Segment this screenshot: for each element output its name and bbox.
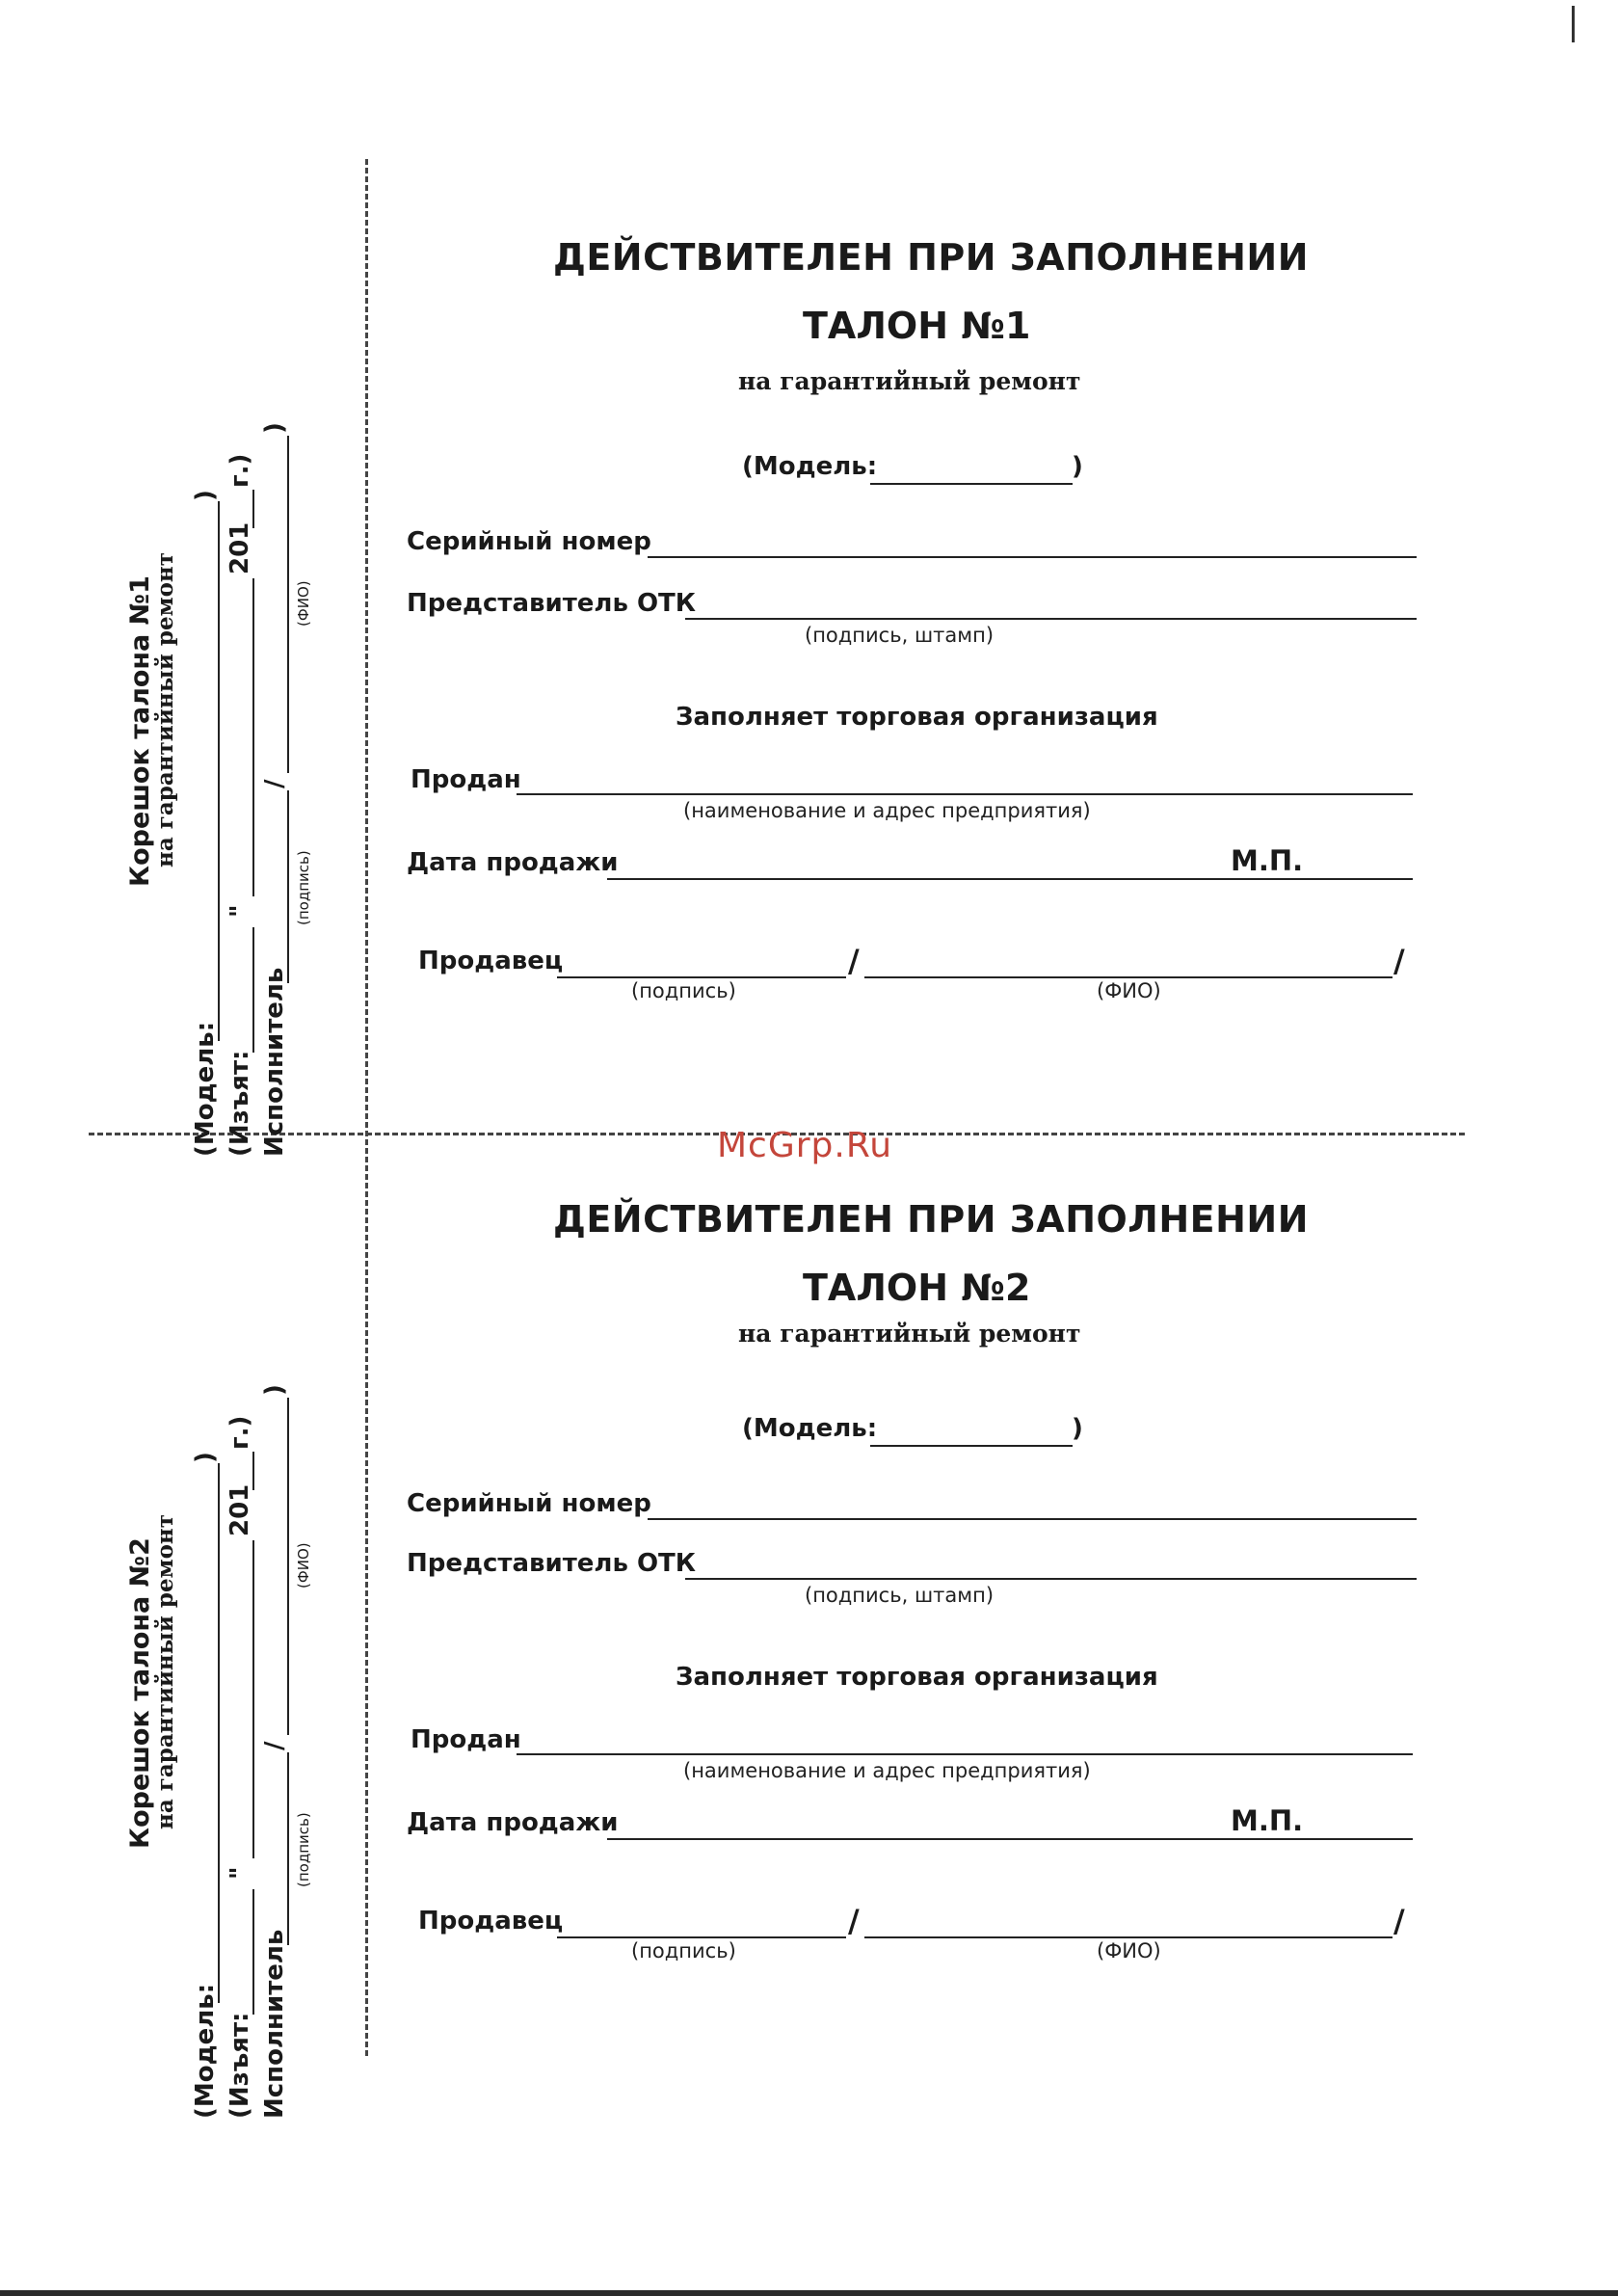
sold-label: Продан (411, 1725, 521, 1754)
sold-label: Продан (411, 765, 521, 794)
stub-executor-name-field[interactable] (287, 1398, 289, 1735)
coupon-number: ТАЛОН №2 (803, 1267, 1031, 1309)
coupon-stub (125, 289, 357, 1157)
sale-date-label: Дата продажи (407, 1808, 619, 1837)
seller-signature-field[interactable] (557, 1936, 846, 1938)
seller-name-hint: (ФИО) (1097, 979, 1161, 1002)
sold-field[interactable] (517, 1753, 1413, 1755)
stub-close: ) (260, 1384, 289, 1396)
bottom-edge-bar (0, 2290, 1618, 2296)
stub-executor-label: Исполнитель (260, 1929, 289, 2119)
sale-date-field[interactable] (607, 878, 1413, 880)
stub-executor-sign-field[interactable] (287, 790, 289, 983)
stub-taken-month-field[interactable] (252, 1540, 254, 1858)
coupon-subtitle: на гарантийный ремонт (738, 1320, 1081, 1348)
stub-subtitle: на гарантийный ремонт (152, 551, 178, 868)
serial-number-label: Серийный номер (407, 1489, 651, 1518)
seller-signature-hint: (подпись) (631, 979, 736, 1002)
serial-number-label: Серийный номер (407, 527, 651, 556)
stub-quote: " (225, 904, 254, 918)
stub-taken-label: (Изъят: (225, 2012, 254, 2119)
stamp-place-label: М.П. (1231, 844, 1304, 877)
stub-model-close: ) (191, 490, 220, 501)
stub-year: 201 (225, 1483, 254, 1536)
stub-year-suffix: г.) (225, 1415, 254, 1450)
warranty-coupon-2 (0, 962, 1618, 2119)
stub-model-field[interactable] (218, 1463, 220, 2003)
org-heading: Заполняет торговая организация (676, 703, 1158, 732)
model-label: (Модель: (742, 1414, 878, 1443)
stub-sign-hint: (подпись) (295, 1812, 312, 1887)
otk-label: Представитель ОТК (407, 589, 697, 618)
model-field[interactable] (870, 1445, 1073, 1447)
seller-name-field[interactable] (864, 1936, 1393, 1938)
stub-year-field[interactable] (252, 1452, 254, 1490)
otk-hint: (подпись, штамп) (805, 624, 995, 647)
otk-hint: (подпись, штамп) (805, 1584, 995, 1607)
stub-slash: / (260, 779, 289, 788)
otk-field[interactable] (685, 618, 1417, 620)
coupon-header: ДЕЙСТВИТЕЛЕН ПРИ ЗАПОЛНЕНИИ (553, 1198, 1310, 1241)
seller-label: Продавец (418, 947, 564, 975)
sold-hint: (наименование и адрес предприятия) (683, 1759, 1091, 1782)
stub-title: Корешок талона №1 (125, 575, 155, 887)
sold-field[interactable] (517, 793, 1413, 795)
coupon-header: ДЕЙСТВИТЕЛЕН ПРИ ЗАПОЛНЕНИИ (553, 236, 1310, 279)
org-heading: Заполняет торговая организация (676, 1663, 1158, 1692)
stub-sign-hint: (подпись) (295, 850, 312, 925)
stamp-place-label: М.П. (1231, 1804, 1304, 1837)
seller-signature-hint: (подпись) (631, 1939, 736, 1962)
stub-title: Корешок талона №2 (125, 1537, 155, 1849)
model-label: (Модель: (742, 452, 878, 481)
serial-number-field[interactable] (648, 1518, 1417, 1520)
stub-taken-day-field[interactable] (252, 1889, 254, 2015)
stub-name-hint: (ФИО) (295, 1542, 312, 1589)
stub-executor-name-field[interactable] (287, 436, 289, 773)
watermark: McGrp.Ru (717, 1126, 893, 1165)
seller-name-hint: (ФИО) (1097, 1939, 1161, 1962)
model-field[interactable] (870, 483, 1073, 485)
stub-model-label: (Модель: (191, 1021, 220, 1157)
stub-year-field[interactable] (252, 490, 254, 528)
coupon-stub (125, 1251, 357, 2119)
sold-hint: (наименование и адрес предприятия) (683, 799, 1091, 822)
stub-model-close: ) (191, 1452, 220, 1463)
seller-slash-2: / (1393, 1903, 1405, 1939)
seller-slash-1: / (848, 1903, 860, 1939)
stub-model-field[interactable] (218, 501, 220, 1041)
coupon-number: ТАЛОН №1 (803, 305, 1031, 347)
sale-date-label: Дата продажи (407, 848, 619, 877)
stub-executor-label: Исполнитель (260, 967, 289, 1157)
stub-model-label: (Модель: (191, 1983, 220, 2119)
seller-label: Продавец (418, 1907, 564, 1936)
stub-close: ) (260, 422, 289, 434)
stub-year-suffix: г.) (225, 453, 254, 488)
model-close: ) (1072, 1414, 1083, 1443)
stub-taken-label: (Изъят: (225, 1050, 254, 1157)
otk-label: Представитель ОТК (407, 1549, 697, 1578)
sale-date-field[interactable] (607, 1838, 1413, 1840)
serial-number-field[interactable] (648, 556, 1417, 558)
stub-taken-month-field[interactable] (252, 578, 254, 896)
model-close: ) (1072, 452, 1083, 481)
seller-slash-2: / (1393, 943, 1405, 979)
stub-slash: / (260, 1741, 289, 1750)
seller-slash-1: / (848, 943, 860, 979)
stub-name-hint: (ФИО) (295, 580, 312, 627)
stub-subtitle: на гарантийный ремонт (152, 1513, 178, 1829)
stub-quote: " (225, 1866, 254, 1880)
stub-year: 201 (225, 521, 254, 574)
coupon-subtitle: на гарантийный ремонт (738, 367, 1081, 395)
stub-executor-sign-field[interactable] (287, 1752, 289, 1945)
otk-field[interactable] (685, 1578, 1417, 1580)
